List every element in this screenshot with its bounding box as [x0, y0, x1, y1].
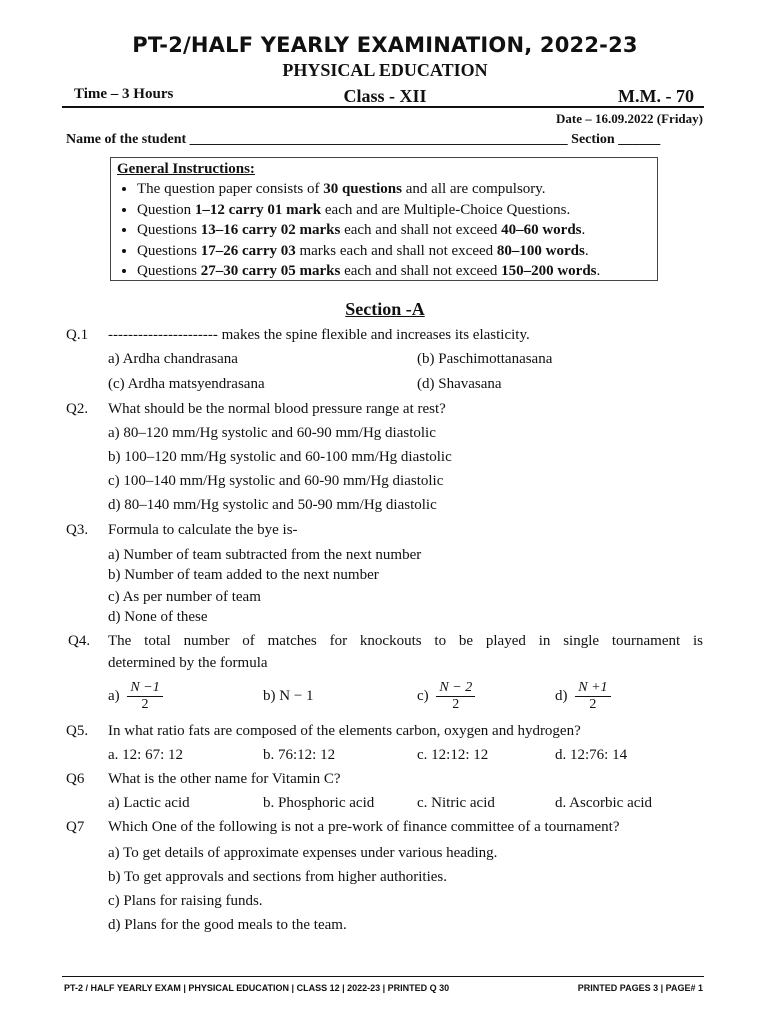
- question-text: Formula to calculate the bye is-: [108, 522, 298, 538]
- question-text: The total number of matches for knockouts to be played in single tournament is: [108, 633, 703, 649]
- option-a: a) Lactic acid: [108, 795, 190, 811]
- header-divider: [62, 106, 704, 108]
- time-duration: Time – 3 Hours: [74, 86, 174, 102]
- option-d: d) $\frac{N +1}{2}$: [555, 680, 611, 713]
- exam-date: Date – 16.09.2022 (Friday): [556, 111, 703, 126]
- option-b: b) 100–120 mm/Hg systolic and 60-100 mm/Hg diastolic: [108, 449, 452, 465]
- option-a: a) $\frac{N -1}{2}$: [108, 680, 163, 713]
- question-text: In what ratio fats are composed of the elements carbon, oxygen and hydrogen?: [108, 723, 581, 739]
- question-text: ---------------------- makes the spine flexible and increases its elasticity.: [108, 327, 530, 343]
- question-text: What is the other name for Vitamin C?: [108, 771, 341, 787]
- option-d: d) None of these: [108, 609, 208, 625]
- instruction-item: • Questions 13–16 carry 02 marks each and shall not exceed 40–60 words.: [137, 220, 657, 241]
- option-d: d) Plans for the good meals to the team.: [108, 917, 347, 933]
- question-number: Q7: [66, 819, 85, 835]
- question-number: Q5.: [66, 723, 89, 739]
- student-name-line: Name of the student ______________________________________________________ Section ______: [66, 132, 661, 147]
- question-number: Q.1: [66, 327, 89, 343]
- question-text-continued: determined by the formula: [108, 655, 268, 671]
- question-number: Q4.: [68, 633, 91, 649]
- option-c: c) As per number of team: [108, 589, 261, 605]
- instruction-item: • Questions 27–30 carry 05 marks each and shall not exceed 150–200 words.: [137, 261, 657, 282]
- option-c: c. 12:12: 12: [417, 747, 489, 763]
- option-b: b) To get approvals and sections from higher authorities.: [108, 869, 448, 885]
- exam-title: PT-2/HALF YEARLY EXAMINATION, 2022-23: [132, 33, 638, 57]
- footer-left: PT-2 / HALF YEARLY EXAM | PHYSICAL EDUCATION | CLASS 12 | 2022-23 | PRINTED Q 30: [64, 983, 450, 993]
- question-number: Q6: [66, 771, 85, 787]
- option-a: a) Number of team subtracted from the next number: [108, 547, 422, 563]
- option-b: b. 76:12: 12: [263, 747, 336, 763]
- option-d: d. Ascorbic acid: [555, 795, 653, 811]
- instructions-heading: General Instructions:: [117, 161, 255, 177]
- general-instructions-box: [110, 157, 658, 281]
- option-a: a) Ardha chandrasana: [108, 351, 238, 367]
- option-c: c) Plans for raising funds.: [108, 893, 263, 909]
- question-text: Which One of the following is not a pre-work of finance committee of a tournament?: [108, 819, 620, 835]
- subject-title: PHYSICAL EDUCATION: [282, 60, 488, 80]
- fraction: $\frac{N -1}{2}$: [127, 680, 162, 713]
- option-c: c) $\frac{N - 2}{2}$: [417, 680, 475, 713]
- option-a: a) 80–120 mm/Hg systolic and 60-90 mm/Hg diastolic: [108, 425, 436, 441]
- fraction: $\frac{N +1}{2}$: [575, 680, 610, 713]
- option-b: b) Number of team added to the next number: [108, 567, 379, 583]
- question-number: Q2.: [66, 401, 89, 417]
- max-marks: M.M. - 70: [618, 86, 694, 106]
- question-number: Q3.: [66, 522, 89, 538]
- option-a: a) To get details of approximate expenses under various heading.: [108, 845, 498, 861]
- instruction-item: • Questions 17–26 carry 03 marks each and shall not exceed 80–100 words.: [137, 241, 657, 262]
- option-b: b) N − 1: [263, 688, 314, 704]
- instructions-list: [117, 179, 657, 282]
- option-c: (c) Ardha matsyendrasana: [108, 376, 265, 392]
- footer-right: PRINTED PAGES 3 | PAGE# 1: [577, 983, 703, 993]
- question-text: What should be the normal blood pressure range at rest?: [108, 401, 446, 417]
- footer-divider: [62, 976, 704, 977]
- option-b: b. Phosphoric acid: [263, 795, 375, 811]
- option-d: (d) Shavasana: [417, 376, 502, 392]
- instruction-item: • Question 1–12 carry 01 mark each and are Multiple-Choice Questions.: [137, 200, 657, 221]
- option-d: d. 12:76: 14: [555, 747, 628, 763]
- option-a: a. 12: 67: 12: [108, 747, 183, 763]
- instruction-item: • The question paper consists of 30 questions and all are compulsory.: [137, 179, 657, 200]
- class-label: Class - XII: [343, 86, 427, 106]
- option-d: d) 80–140 mm/Hg systolic and 50-90 mm/Hg diastolic: [108, 497, 437, 513]
- option-b: (b) Paschimottanasana: [417, 351, 553, 367]
- section-a-heading: Section -A: [345, 299, 425, 319]
- option-c: c. Nitric acid: [417, 795, 495, 811]
- fraction: $\frac{N - 2}{2}$: [436, 680, 475, 713]
- option-c: c) 100–140 mm/Hg systolic and 60-90 mm/Hg diastolic: [108, 473, 444, 489]
